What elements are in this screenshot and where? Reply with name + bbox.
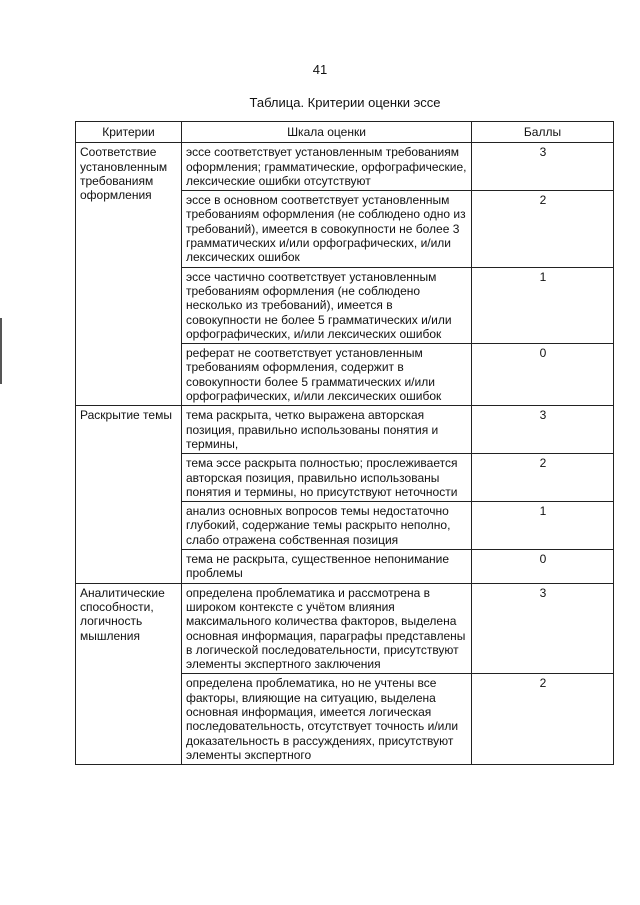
- description-cell: эссе соответствует установленным требованиям оформления; грамматические, орфографические, лексические ошибки отсутствуют: [182, 143, 472, 191]
- table-row: [76, 583, 614, 674]
- description-cell: тема не раскрыта, существенное непонимание проблемы: [182, 550, 472, 584]
- table-row: [76, 406, 614, 454]
- header-scale: Шкала оценки: [182, 122, 472, 143]
- table-title: Таблица. Критерии оценки эссе: [249, 95, 441, 110]
- description-cell: реферат не соответствует установленным требованиям оформления, содержит в совокупности более 5 грамматических и/или орфографических, и/или лексических ошибок: [182, 344, 472, 406]
- description-cell: эссе частично соответствует установленным требованиям оформления (не соблюдено несколько из требований), имеется в совокупности не более 5 грамматических и/или орфографических, и/или лексических ошибок: [182, 267, 472, 343]
- points-cell: 0: [472, 550, 614, 584]
- criterion-cell: Соответствие установленным требованиям оформления: [76, 143, 182, 406]
- criterion-cell: Раскрытие темы: [76, 406, 182, 583]
- header-points: Баллы: [472, 122, 614, 143]
- criterion-cell: Аналитические способности, логичность мышления: [76, 583, 182, 765]
- points-cell: 1: [472, 267, 614, 343]
- description-cell: тема раскрыта, четко выражена авторская позиция, правильно использованы понятия и термины,: [182, 406, 472, 454]
- points-cell: 3: [472, 583, 614, 674]
- points-cell: 1: [472, 502, 614, 550]
- points-cell: 3: [472, 143, 614, 191]
- points-cell: 2: [472, 454, 614, 502]
- criteria-table: [75, 121, 614, 765]
- table-header-row: [76, 122, 614, 143]
- points-cell: 2: [472, 674, 614, 765]
- points-cell: 2: [472, 191, 614, 267]
- table-row: [76, 143, 614, 191]
- header-criteria: Критерии: [76, 122, 182, 143]
- margin-mark: [0, 318, 2, 384]
- description-cell: анализ основных вопросов темы недостаточно глубокий, содержание темы раскрыто неполно, слабо отражена собственная позиция: [182, 502, 472, 550]
- description-cell: эссе в основном соответствует установленным требованиям оформления (не соблюдено одно из требований), имеется в совокупности не более 3 грамматических и/или орфографических, и/или лексических ошибок: [182, 191, 472, 267]
- description-cell: определена проблематика и рассмотрена в широком контексте с учётом влияния максимального количества факторов, выделена основная информация, параграфы представлены в логической последовательности, присутствуют элементы экспертного заключения: [182, 583, 472, 674]
- points-cell: 3: [472, 406, 614, 454]
- description-cell: определена проблематика, но не учтены все факторы, влияющие на ситуацию, выделена основная информация, имеется логическая последовательность, отсутствует точность и/или доказательность в рассуждениях, присутствуют элементы экспертного: [182, 674, 472, 765]
- page-number: 41: [312, 62, 328, 77]
- points-cell: 0: [472, 344, 614, 406]
- description-cell: тема эссе раскрыта полностью; прослеживается авторская позиция, правильно использованы понятия и термины, но присутствуют неточности: [182, 454, 472, 502]
